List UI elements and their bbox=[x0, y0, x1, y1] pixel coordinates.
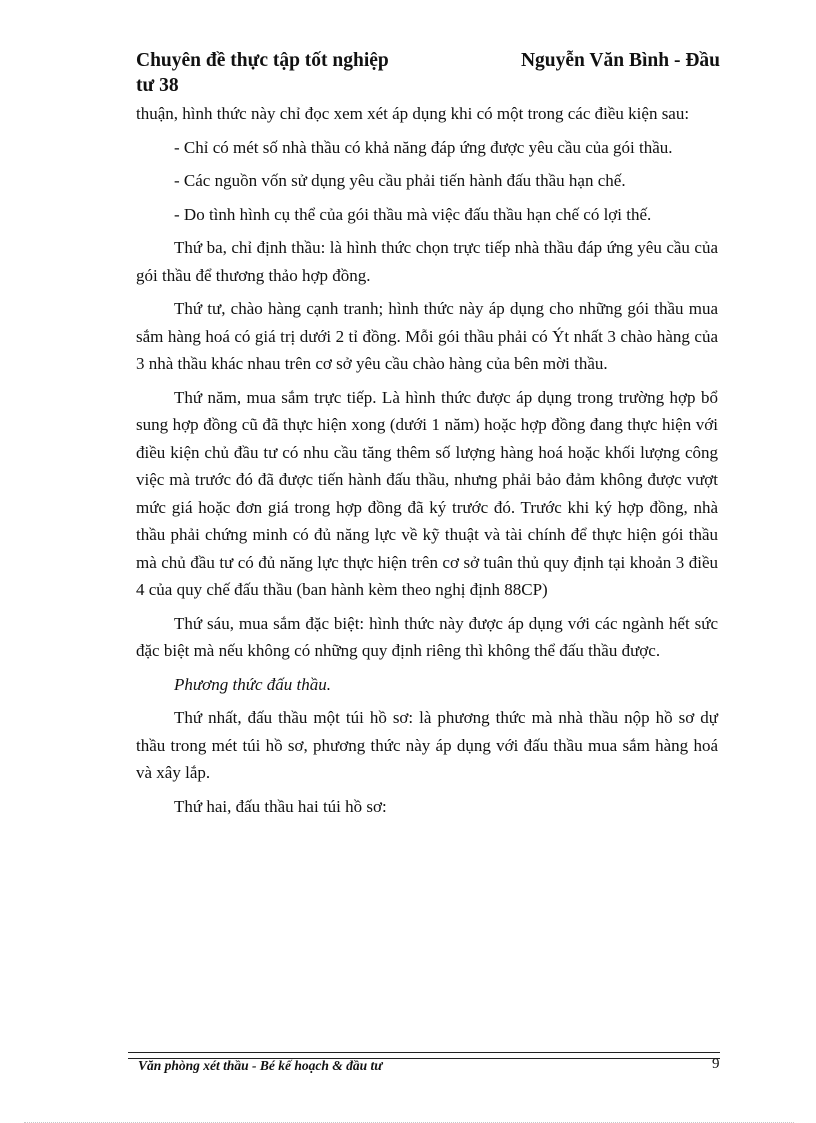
paragraph-10: Thứ nhất, đấu thầu một túi hồ sơ: là phương thức mà nhà thầu nộp hồ sơ dự thầu trong mét túi hồ sơ, phương thức này áp dụng với đấu thầu mua sắm hàng hoá và xây lắp. bbox=[136, 708, 718, 782]
paragraph-11: Thứ hai, đấu thầu hai túi hồ sơ: bbox=[174, 796, 387, 816]
paragraph-2: - Chỉ có mét số nhà thầu có khả năng đáp ứng được yêu cầu của gói thầu. bbox=[174, 137, 673, 157]
header-author: Nguyễn Văn Bình - Đầu bbox=[520, 50, 720, 71]
paragraph-8: Thứ sáu, mua sắm đặc biệt: hình thức này được áp dụng với các ngành hết sức đặc biệt mà nếu không có những quy định riêng thì không thể đấu thầu được. bbox=[136, 613, 718, 660]
paragraph-5: Thứ ba, chỉ định thầu: là hình thức chọn trực tiếp nhà thầu đáp ứng yêu cầu của gói thầu để thương thảo hợp đồng. bbox=[136, 238, 718, 285]
page-number: 9 bbox=[712, 1056, 720, 1072]
footer-text: Văn phòng xét thầu - Bé kế hoạch & đầu tư bbox=[138, 1058, 383, 1073]
header-continuation: tư 38 bbox=[136, 75, 179, 96]
page-header bbox=[136, 50, 720, 96]
paragraph-1: thuận, hình thức này chỉ đọc xem xét áp dụng khi có một trong các điều kiện sau: bbox=[136, 104, 690, 123]
paragraph-3: - Các nguồn vốn sử dụng yêu cầu phải tiến hành đấu thầu hạn chế. bbox=[174, 171, 626, 190]
paragraph-4: - Do tình hình cụ thể của gói thầu mà việc đấu thầu hạn chế có lợi thế. bbox=[174, 204, 652, 224]
paragraph-6: Thứ tư, chào hàng cạnh tranh; hình thức này áp dụng cho những gói thầu mua sắm hàng hoá có giá trị dưới 2 tỉ đồng. Mỗi gói thầu phải có Ýt nhất 3 chào hàng của 3 nhà thầu khác nhau trên cơ sở yêu cầu chào hàng của bên mời thầu. bbox=[136, 299, 718, 373]
header-line bbox=[136, 50, 720, 76]
paragraph-7: Thứ năm, mua sắm trực tiếp. Là hình thức được áp dụng trong trường hợp bổ sung hợp đồng cũ đã thực hiện xong (dưới 1 năm) hoặc hợp đồng đang thực hiện với điều kiện chủ đầu tư có nhu cầu tăng thêm số lượng hàng hoá hoặc khối lượng công việc mà trước đó đã được tiến hành đấu thầu, nhưng phải bảo đảm không được vượt mức giá hoặc đơn giá trong hợp đồng đã ký trước đó. Trước khi ký hợp đồng, nhà thầu phải chứng minh có đủ năng lực về kỹ thuật và tài chính để thực hiện gói thầu mà chủ đầu tư có đủ năng lực thực hiện trên cơ sở tuân thủ quy định tại khoản 3 điều 4 của quy chế đấu thầu (ban hành kèm theo nghị định 88CP) bbox=[136, 387, 718, 599]
header-title: Chuyên đề thực tập tốt nghiệp bbox=[136, 50, 389, 71]
body-text bbox=[136, 100, 718, 826]
section-heading: Phương thức đấu thầu. bbox=[174, 674, 331, 694]
